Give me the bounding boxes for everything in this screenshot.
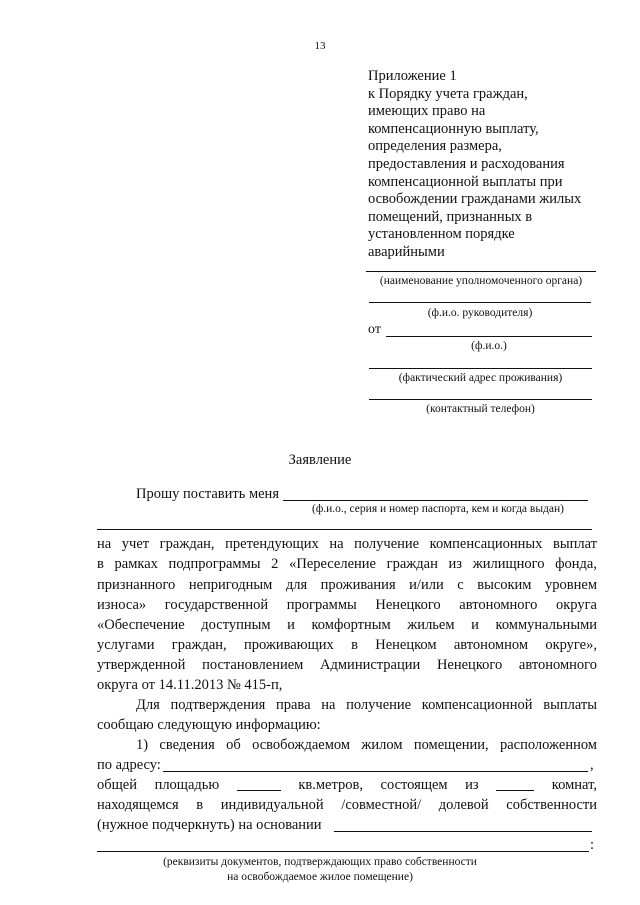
- address-comma: ,: [590, 757, 594, 773]
- appendix-line: компенсационную выплату,: [368, 120, 539, 137]
- head-caption: (ф.и.о. руководителя): [427, 307, 533, 319]
- paragraph-line: в рамках подпрограммы 2 «Переселение граждан из жилищного фонда,: [97, 556, 597, 572]
- phone-caption: (контактный телефон): [426, 403, 535, 415]
- appendix-line: освобождении гражданами жилых: [368, 191, 582, 208]
- appendix-line: установленном порядке: [368, 226, 515, 243]
- footer-caption-line: (реквизиты документов, подтверждающих право собственности: [163, 856, 477, 868]
- footer-caption-line: на освобождаемое жилое помещение): [227, 871, 413, 883]
- head-blank-line[interactable]: [369, 302, 591, 303]
- paragraph-line: сообщаю следующую информацию:: [97, 717, 321, 733]
- basis-input-line[interactable]: [334, 831, 592, 832]
- basis-colon: :: [590, 837, 595, 853]
- basis-label: (нужное подчеркнуть) на основании: [97, 817, 322, 833]
- request-prefix: Прошу поставить меня: [136, 486, 279, 502]
- document-title: Заявление: [288, 452, 352, 468]
- authority-blank-line[interactable]: [366, 271, 596, 272]
- appendix-line: аварийными: [368, 243, 445, 260]
- paragraph-line: услугами граждан, проживающих в Ненецком автономном округе»,: [97, 637, 597, 653]
- consisting-word: состоящем: [380, 777, 448, 793]
- paragraph-line: на учет граждан, претендующих на получение компенсационных выплат: [97, 536, 597, 552]
- appendix-line: определения размера,: [368, 138, 502, 155]
- paragraph-line: округа от 14.11.2013 № 415-п,: [97, 677, 283, 693]
- address-caption: (фактический адрес проживания): [398, 372, 563, 384]
- rooms-input-line[interactable]: [496, 777, 534, 791]
- appendix-line: имеющих право на: [368, 103, 486, 120]
- authority-caption: (наименование уполномоченного органа): [379, 275, 583, 287]
- item1-line: 1) сведения об освобождаемом жилом помещении, расположенном: [136, 737, 597, 753]
- applicant-caption: (ф.и.о., серия и номер паспорта, кем и когда выдан): [312, 503, 564, 515]
- consisting-word: из: [465, 777, 479, 793]
- appendix-line: предоставления и расходования: [368, 155, 565, 172]
- item1-line: находящемся в индивидуальной /совместной/ долевой собственности: [97, 797, 597, 813]
- paragraph-line: износа» государственной программы Ненецкого автономного округа: [97, 597, 597, 613]
- paragraph-line: признанного непригодным для проживания и/или с высоким уровнем: [97, 577, 597, 593]
- appendix-block: [368, 68, 618, 262]
- phone-blank-line[interactable]: [369, 399, 592, 400]
- address-input-line[interactable]: [163, 771, 588, 772]
- rooms-label: комнат,: [551, 777, 597, 793]
- appendix-line: помещений, признанных в: [368, 208, 533, 225]
- address-label: по адресу:: [97, 757, 161, 773]
- area-word: общей: [97, 777, 137, 793]
- fio-blank-line[interactable]: [386, 336, 592, 337]
- appendix-line: компенсационной выплаты при: [368, 173, 563, 190]
- appendix-line: к Порядку учета граждан,: [368, 85, 528, 102]
- applicant-blank-line-2[interactable]: [97, 529, 592, 530]
- applicant-blank-line[interactable]: [283, 500, 588, 501]
- sqm-label: кв.метров,: [298, 777, 363, 793]
- page-number: 13: [314, 40, 326, 52]
- basis-input-line-2[interactable]: [97, 851, 589, 852]
- area-input-line[interactable]: [237, 777, 281, 791]
- address-blank-line[interactable]: [369, 368, 592, 369]
- from-label: от: [368, 322, 381, 337]
- paragraph-line: утвержденной постановлением Администрации Ненецкого автономного: [97, 657, 597, 673]
- paragraph-line: «Обеспечение доступным и комфортным жильем и коммунальными: [97, 617, 597, 633]
- area-word: площадью: [154, 777, 220, 793]
- paragraph-line: Для подтверждения права на получение компенсационной выплаты: [136, 697, 597, 713]
- appendix-line: Приложение 1: [368, 68, 457, 84]
- fio-caption: (ф.и.о.): [471, 340, 507, 352]
- area-row: [97, 777, 597, 794]
